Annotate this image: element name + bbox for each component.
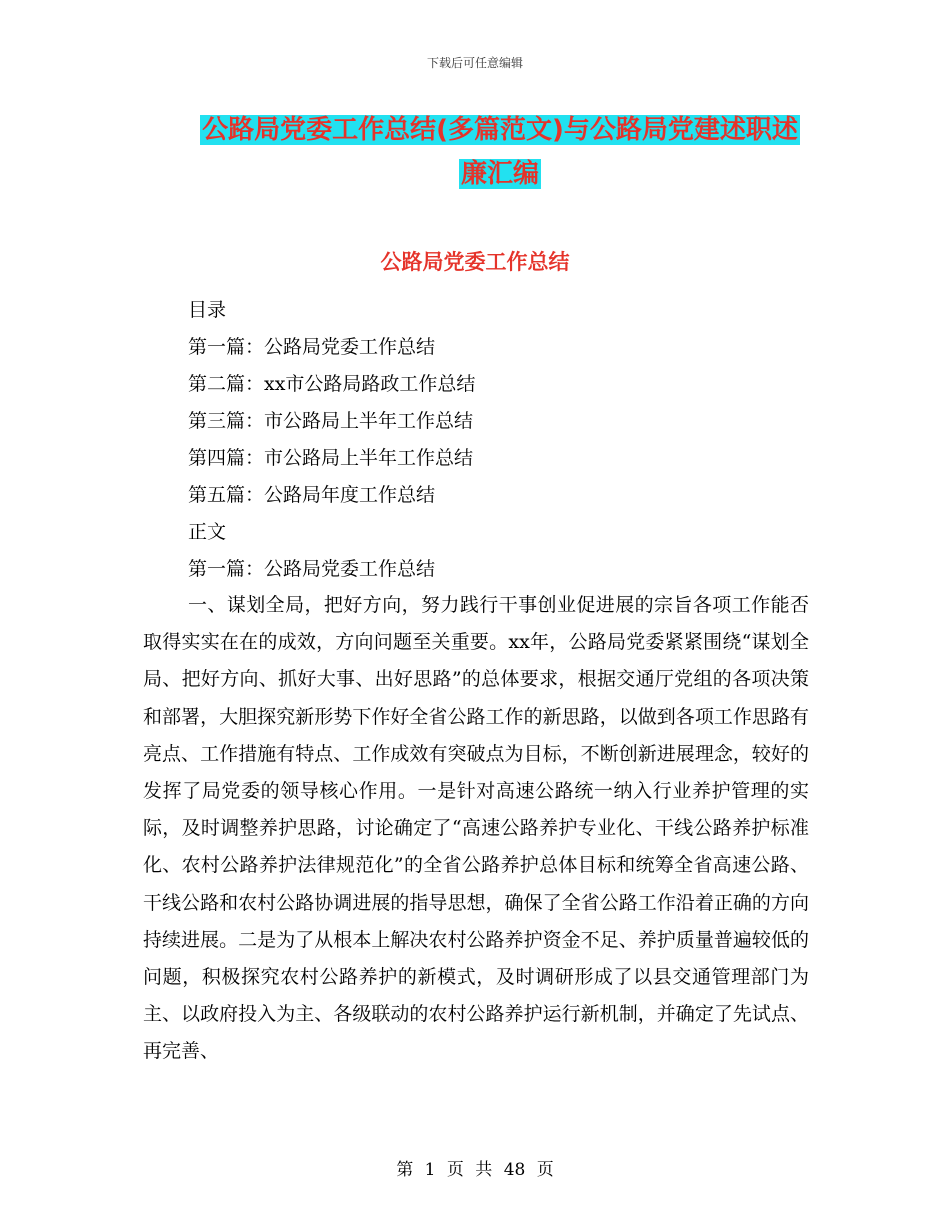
section-title: 公路局党委工作总结 bbox=[380, 250, 570, 274]
document-title-line1: 公路局党委工作总结(多篇范文)与公路局党建述职述 bbox=[202, 115, 798, 145]
table-of-contents bbox=[188, 292, 808, 588]
toc-item: 第四篇：市公路局上半年工作总结 bbox=[188, 447, 474, 469]
body-heading: 正文 bbox=[188, 521, 227, 543]
toc-item: 第三篇：市公路局上半年工作总结 bbox=[188, 410, 474, 432]
body-paragraph: 一、谋划全局，把好方向，努力践行干事创业促进展的宗旨各项工作能否取得实实在在的成效，方向问题至关重要。xx年，公路局党委紧紧围绕“谋划全局、把好方向、抓好大事、出好思路”的总体要求，根据交通厅党组的各项决策和部署，大胆探究新形势下作好全省公路工作的新思路，以做到各项工作思路有亮点、工作措施有特点、工作成效有突破点为目标，不断创新进展理念，较好的发挥了局党委的领导核心作用。一是针对高速公路统一纳入行业养护管理的实际，及时调整养护思路，讨论确定了“高速公路养护专业化、干线公路养护标准化、农村公路养护法律规范化”的全省公路养护总体目标和统筹全省高速公路、干线公路和农村公路协调进展的指导思想，确保了全省公路工作沿着正确的方向持续进展。二是为了从根本上解决农村公路养护资金不足、养护质量普遍较低的问题，积极探究农村公路养护的新模式，及时调研形成了以县交通管理部门为主、以政府投入为主、各级联动的农村公路养护运行新机制，并确定了先试点、再完善、 bbox=[143, 594, 809, 1063]
document-title bbox=[190, 108, 810, 196]
header-note: 下载后可任意编辑 bbox=[426, 56, 523, 70]
toc-item: 第五篇：公路局年度工作总结 bbox=[188, 484, 436, 506]
document-title-line2: 廉汇编 bbox=[460, 159, 539, 189]
toc-item: 第二篇：xx市公路局路政工作总结 bbox=[188, 373, 476, 395]
toc-item: 第一篇：公路局党委工作总结 bbox=[188, 336, 436, 358]
chapter-heading: 第一篇：公路局党委工作总结 bbox=[188, 558, 436, 580]
page-number: 第 1 页 共 48 页 bbox=[396, 1160, 554, 1180]
toc-heading: 目录 bbox=[188, 299, 227, 321]
